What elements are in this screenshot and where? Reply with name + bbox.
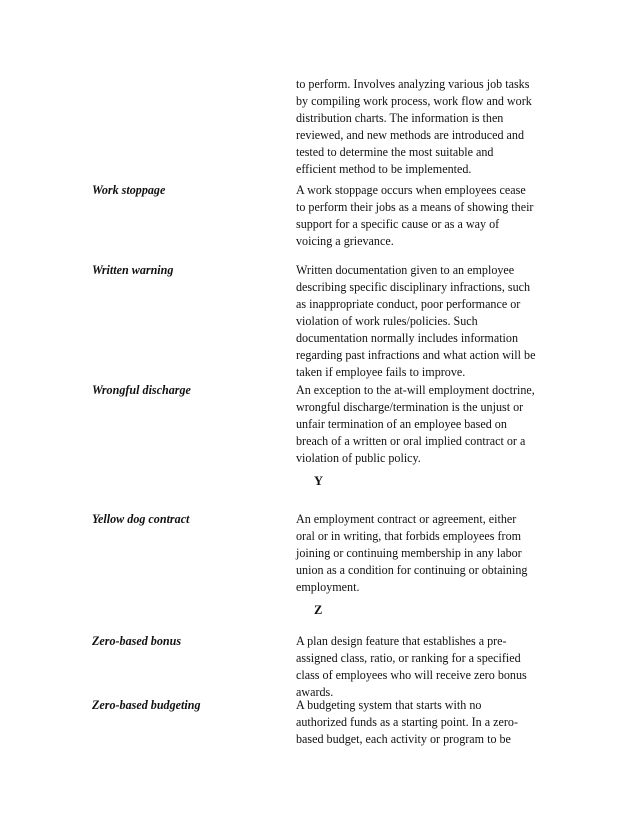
term-zero-based-bonus: Zero-based bonus — [92, 634, 182, 648]
definition-line: reviewed, and new methods are introduced and — [296, 128, 525, 142]
definition-line: authorized funds as a starting point. In a zero- — [296, 715, 518, 729]
definition-zero-based-budgeting — [296, 697, 518, 748]
definition-line: awards. — [296, 685, 334, 699]
term-written-warning: Written warning — [92, 263, 174, 277]
definition-line: by compiling work process, work flow and work — [296, 94, 532, 108]
section-letter-y: Y — [314, 474, 324, 488]
term-wrongful-discharge: Wrongful discharge — [92, 383, 191, 397]
definition-line: assigned class, ratio, or ranking for a specified — [296, 651, 521, 665]
definition-yellow-dog-contract — [296, 511, 527, 596]
definition-wrongful-discharge — [296, 382, 535, 467]
definition-zero-based-bonus — [296, 633, 527, 701]
definition-line: regarding past infractions and what action will be — [296, 348, 536, 362]
definition-line: wrongful discharge/termination is the unjust or — [296, 400, 524, 414]
definition-line: to perform. Involves analyzing various job tasks — [296, 77, 530, 91]
definition-line: tested to determine the most suitable and — [296, 145, 494, 159]
definition-line: support for a specific cause or as a way of — [296, 217, 500, 231]
definition-line: A work stoppage occurs when employees cease — [296, 183, 526, 197]
definition-line: to perform their jobs as a means of showing their — [296, 200, 534, 214]
definition-line: A budgeting system that starts with no — [296, 698, 482, 712]
term-yellow-dog-contract: Yellow dog contract — [92, 512, 190, 526]
definition-line: Written documentation given to an employee — [296, 263, 515, 277]
definition-line: documentation normally includes information — [296, 331, 519, 345]
definition-line: employment. — [296, 580, 360, 594]
definition-line: union as a condition for continuing or obtaining — [296, 563, 528, 577]
definition-line: unfair termination of an employee based on — [296, 417, 507, 431]
term-work-stoppage: Work stoppage — [92, 183, 166, 197]
definition-line: breach of a written or oral implied contract or a — [296, 434, 526, 448]
definition-line: violation of public policy. — [296, 451, 421, 465]
continued-definition — [296, 76, 532, 178]
definition-line: as inappropriate conduct, poor performance or — [296, 297, 521, 311]
definition-line: An exception to the at-will employment doctrine, — [296, 383, 535, 397]
definition-line: violation of work rules/policies. Such — [296, 314, 478, 328]
definition-line: based budget, each activity or program to be — [296, 732, 511, 746]
definition-line: oral or in writing, that forbids employees from — [296, 529, 522, 543]
definition-line: efficient method to be implemented. — [296, 162, 472, 176]
definition-line: distribution charts. The information is then — [296, 111, 504, 125]
definition-line: joining or continuing membership in any labor — [296, 546, 522, 560]
term-zero-based-budgeting: Zero-based budgeting — [92, 698, 201, 712]
definition-written-warning — [296, 262, 535, 381]
section-letter-z: Z — [314, 603, 323, 617]
definition-line: taken if employee fails to improve. — [296, 365, 466, 379]
definition-work-stoppage — [296, 182, 533, 250]
definition-line: An employment contract or agreement, either — [296, 512, 517, 526]
definition-line: voicing a grievance. — [296, 234, 394, 248]
definition-line: A plan design feature that establishes a pre- — [296, 634, 507, 648]
definition-line: describing specific disciplinary infractions, such — [296, 280, 531, 294]
definition-line: class of employees who will receive zero bonus — [296, 668, 527, 682]
